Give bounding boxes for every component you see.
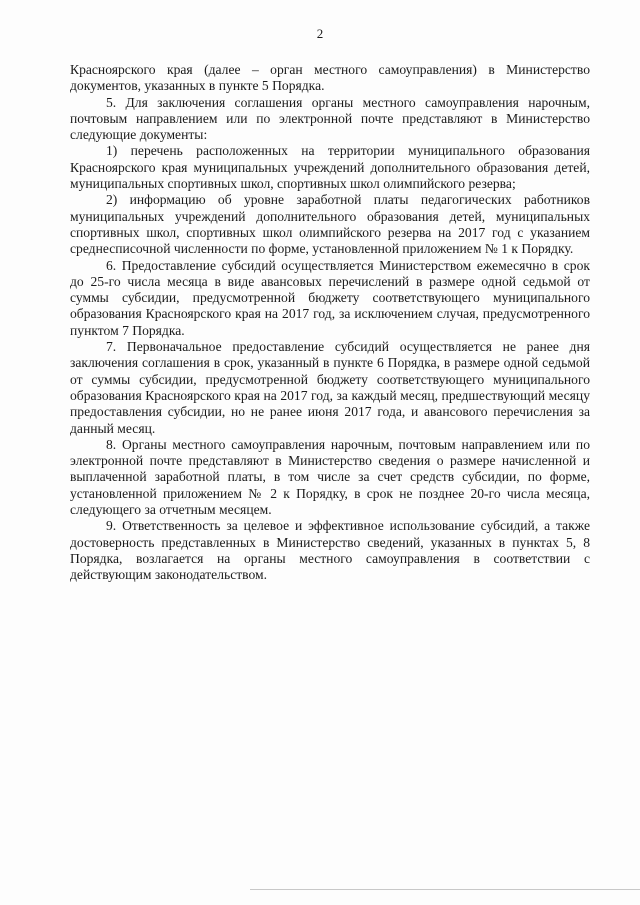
document-body — [70, 62, 590, 584]
paragraph-item-6: 6. Предоставление субсидий осуществляется Министерством ежемесячно в срок до 25-го числа месяца в виде авансовых перечислений в размере одной седьмой от суммы субсидии, предусмотренной бюджету соответствующего муниципального образования Красноярского края на 2017 год, за исключением случая, предусмотренного пунктом 7 Порядка. — [70, 257, 590, 338]
scan-edge-line — [250, 889, 640, 890]
paragraph-item-8: 8. Органы местного самоуправления нарочным, почтовым направлением или по электронной почте представляют в Министерство сведения о размере начисленной и выплаченной заработной платы, в том числе за счет средств субсидии, по форме, установленной приложением № 2 к Порядку, в срок не позднее 20-го числа месяца, следующего за отчетным месяцем. — [70, 436, 590, 518]
paragraph-item-7: 7. Первоначальное предоставление субсидий осуществляется не ранее дня заключения соглашения в срок, указанный в пункте 6 Порядка, в размере одной седьмой от суммы субсидии, предусмотренной бюджету соответствующего муниципального образования Красноярского края на 2017 год, за каждый месяц, предшествующий месяцу предоставления субсидии, но не ранее июня 2017 года, и авансового перечисления за данный месяц. — [70, 339, 590, 436]
page-number: 2 — [316, 26, 324, 41]
paragraph-continuation: Красноярского края (далее – орган местного самоуправления) в Министерство документов, указанных в пункте 5 Порядка. — [70, 62, 590, 94]
paragraph-subitem-2: 2) информацию об уровне заработной платы педагогических работников муниципальных учреждений дополнительного образования детей, муниципальных спортивных школ, спортивных школ олимпийского резерва на 2017 год с указанием среднесписочной численности по форме, установленной приложением № 1 к Порядку. — [70, 192, 590, 257]
paragraph-item-5: 5. Для заключения соглашения органы местного самоуправления нарочным, почтовым направлением или по электронной почте представляют в Министерство следующие документы: — [70, 94, 590, 143]
paragraph-subitem-1: 1) перечень расположенных на территории муниципального образования Красноярского края муниципальных учреждений дополнительного образования детей, муниципальных спортивных школ, спортивных школ олимпийского резерва; — [70, 143, 590, 192]
paragraph-item-9: 9. Ответственность за целевое и эффективное использование субсидий, а также достоверность представленных в Министерство сведений, указанных в пунктах 5, 8 Порядка, возлагается на органы местного самоуправления в соответствии с действующим законодательством. — [70, 518, 590, 583]
